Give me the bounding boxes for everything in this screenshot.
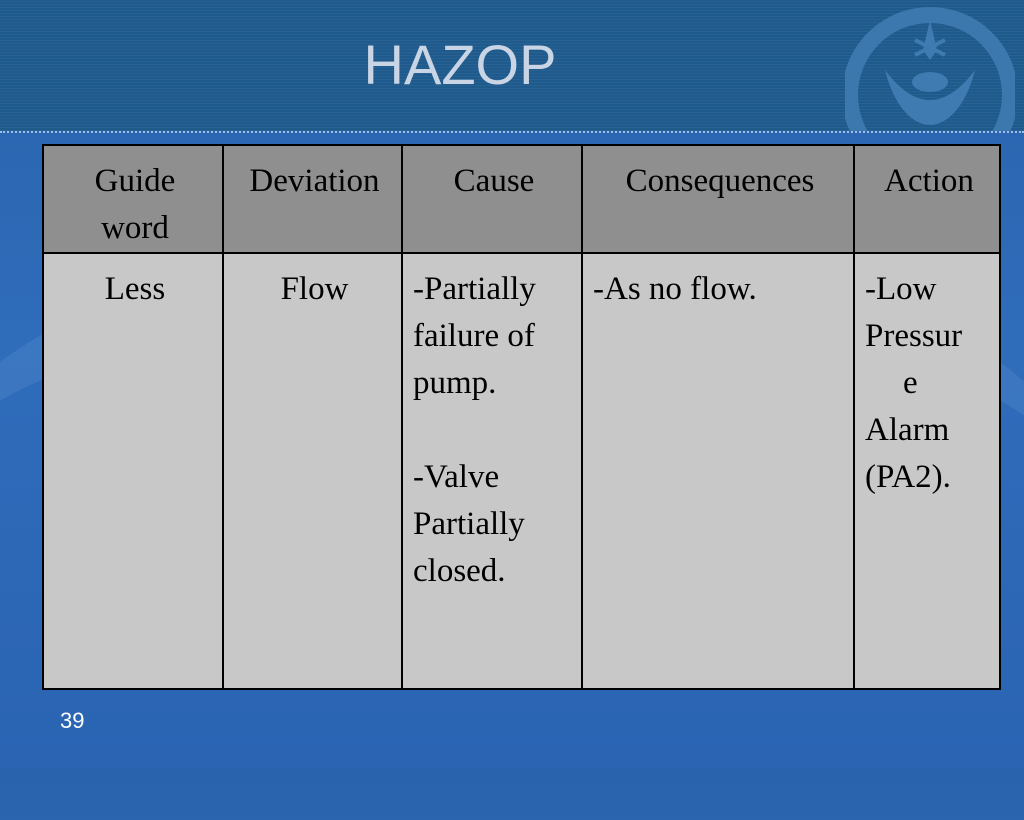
- header-guide-word-line1: Guide: [94, 163, 176, 199]
- cause-line: Partially: [413, 506, 525, 542]
- slide-number: 39: [60, 708, 85, 733]
- header-guide-word: [43, 145, 223, 253]
- cell-consequences: -As no flow.: [582, 253, 854, 689]
- action-line: (PA2).: [865, 459, 951, 495]
- emblem-logo-icon: [845, 0, 1015, 131]
- header-cause: Cause: [402, 145, 582, 253]
- table-header-row: [43, 145, 1000, 253]
- cause-line: pump.: [413, 365, 497, 401]
- action-line: Alarm: [865, 412, 950, 448]
- cell-deviation: Flow: [223, 253, 402, 689]
- cause-line: -Valve: [413, 459, 500, 495]
- cause-spacer: [413, 407, 575, 454]
- cause-line: closed.: [413, 553, 506, 589]
- cause-line: -Partially: [413, 271, 536, 307]
- cause-line: failure of: [413, 318, 535, 354]
- action-line: Pressur: [865, 318, 963, 354]
- header-deviation: Deviation: [223, 145, 402, 253]
- action-line: e: [903, 365, 918, 401]
- action-line: -Low: [865, 271, 937, 307]
- hazop-table: [42, 144, 1001, 690]
- header-guide-word-line2: word: [101, 210, 169, 246]
- header-action: Action: [854, 145, 1000, 253]
- cell-action: [854, 253, 1000, 689]
- header-consequences: Consequences: [582, 145, 854, 253]
- table-row: [43, 253, 1000, 689]
- cell-cause: [402, 253, 582, 689]
- slide-title: HAZOP: [363, 33, 557, 96]
- cell-guide-word: Less: [43, 253, 223, 689]
- header-divider: [0, 131, 1024, 133]
